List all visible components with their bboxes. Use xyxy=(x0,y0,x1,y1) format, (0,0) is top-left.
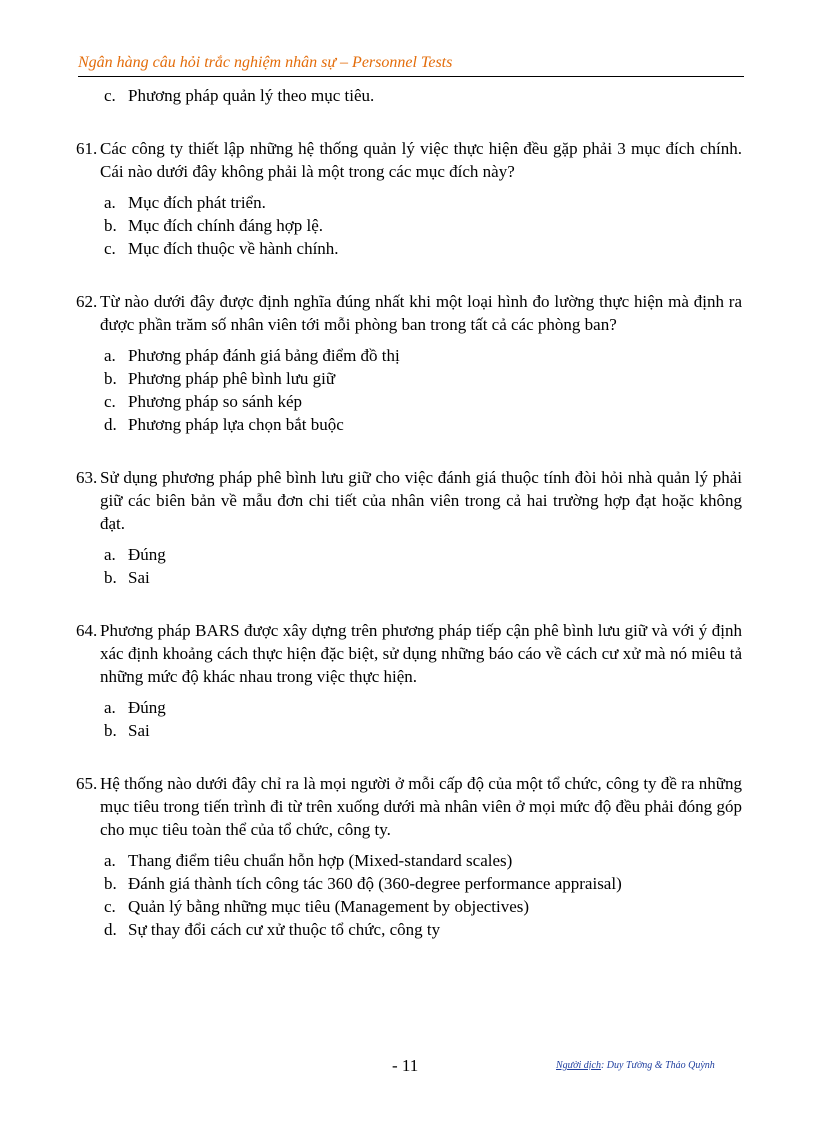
option xyxy=(76,543,742,566)
option-text: Sai xyxy=(128,568,150,587)
question-text: Sử dụng phương pháp phê bình lưu giữ cho việc đánh giá thuộc tính đòi hỏi nhà quản lý phải giữ các biên bản về mẫu đơn chi tiết của nhân viên trong cả hai trường hợp đạt hoặc không đạt. xyxy=(100,468,742,533)
option-text: Sự thay đổi cách cư xử thuộc tổ chức, công ty xyxy=(128,920,441,939)
question-text: Phương pháp BARS được xây dựng trên phương pháp tiếp cận phê bình lưu giữ và với ý định xác định khoảng cách thực hiện đặc biệt, sử dụng những báo cáo về cách cư xử mà nó miêu tả những mức độ khác nhau trong việc thực hiện. xyxy=(100,621,742,686)
option xyxy=(76,719,742,742)
option xyxy=(76,566,742,589)
page-header xyxy=(78,52,744,77)
option-text: Mục đích phát triển. xyxy=(128,193,266,212)
question-number: 65. xyxy=(76,774,98,793)
header-title: Ngân hàng câu hỏi trắc nghiệm nhân sự – Personnel Tests xyxy=(78,54,453,71)
question-number: 64. xyxy=(76,621,98,640)
option-text: Phương pháp quản lý theo mục tiêu. xyxy=(128,86,375,105)
option-text: Phương pháp phê bình lưu giữ xyxy=(128,369,336,388)
question-text: Hệ thống nào dưới đây chỉ ra là mọi người ở mỗi cấp độ của một tổ chức, công ty đề ra những mục tiêu trong tiến trình đi từ trên xuống dưới mà nhân viên ở mọi mức độ đều phải đóng góp cho mục tiêu toàn thể của tổ chức, công ty. xyxy=(100,774,742,839)
question-61 xyxy=(76,137,742,183)
option xyxy=(76,872,742,895)
option xyxy=(76,390,742,413)
question-65 xyxy=(76,772,742,841)
option xyxy=(76,413,742,436)
option-text: Mục đích chính đáng hợp lệ. xyxy=(128,216,324,235)
option-letter: a. xyxy=(104,545,116,564)
question-text: Các công ty thiết lập những hệ thống quản lý việc thực hiện đều gặp phải 3 mục đích chính. Cái nào dưới đây không phải là một trong các mục đích này? xyxy=(100,139,742,181)
option-letter: b. xyxy=(104,568,117,587)
option xyxy=(76,849,742,872)
option xyxy=(76,696,742,719)
options-61 xyxy=(76,191,742,260)
translator-names: : Duy Tường & Thảo Quỳnh xyxy=(600,1060,715,1071)
page-number: - 11 xyxy=(392,1056,419,1075)
option xyxy=(76,191,742,214)
option xyxy=(76,214,742,237)
question-64 xyxy=(76,619,742,688)
document-body xyxy=(76,84,742,941)
question-63 xyxy=(76,466,742,535)
option-letter: d. xyxy=(104,415,117,434)
options-63 xyxy=(76,543,742,589)
option-letter: a. xyxy=(104,851,116,870)
option xyxy=(76,367,742,390)
option-text: Sai xyxy=(128,721,150,740)
option xyxy=(76,918,742,941)
option xyxy=(76,237,742,260)
option-letter: a. xyxy=(104,193,116,212)
question-number: 63. xyxy=(76,468,98,487)
option-letter: b. xyxy=(104,369,117,388)
option-letter: d. xyxy=(104,920,117,939)
translator-label: Người dịch xyxy=(556,1060,601,1071)
option-text: Đúng xyxy=(128,545,166,564)
option xyxy=(76,895,742,918)
option-letter: c. xyxy=(104,239,116,258)
translator-credit xyxy=(556,1060,715,1071)
option-text: Đúng xyxy=(128,698,166,717)
option-letter: a. xyxy=(104,346,116,365)
options-62 xyxy=(76,344,742,436)
option-text: Quản lý bằng những mục tiêu (Management by objectives) xyxy=(128,897,530,916)
options-65 xyxy=(76,849,742,941)
option-text: Đánh giá thành tích công tác 360 độ (360-degree performance appraisal) xyxy=(128,874,622,893)
options-64 xyxy=(76,696,742,742)
question-text: Từ nào dưới đây được định nghĩa đúng nhất khi một loại hình đo lường thực hiện mà định ra được phần trăm số nhân viên tới mỗi phòng ban trong tất cả các phòng ban? xyxy=(100,292,742,334)
option-letter: c. xyxy=(104,897,116,916)
option-letter: b. xyxy=(104,216,117,235)
question-number: 61. xyxy=(76,139,98,158)
option-text: Phương pháp lựa chọn bắt buộc xyxy=(128,415,344,434)
option-letter: b. xyxy=(104,874,117,893)
option-letter: c. xyxy=(104,86,116,105)
leading-option xyxy=(76,84,742,107)
option xyxy=(76,344,742,367)
option-letter: b. xyxy=(104,721,117,740)
option-text: Thang điểm tiêu chuẩn hỗn hợp (Mixed-standard scales) xyxy=(128,851,513,870)
option-letter: c. xyxy=(104,392,116,411)
option-text: Mục đích thuộc về hành chính. xyxy=(128,239,339,258)
question-number: 62. xyxy=(76,292,98,311)
option-letter: a. xyxy=(104,698,116,717)
option-text: Phương pháp so sánh kép xyxy=(128,392,303,411)
option-text: Phương pháp đánh giá bảng điểm đồ thị xyxy=(128,346,400,365)
question-62 xyxy=(76,290,742,336)
